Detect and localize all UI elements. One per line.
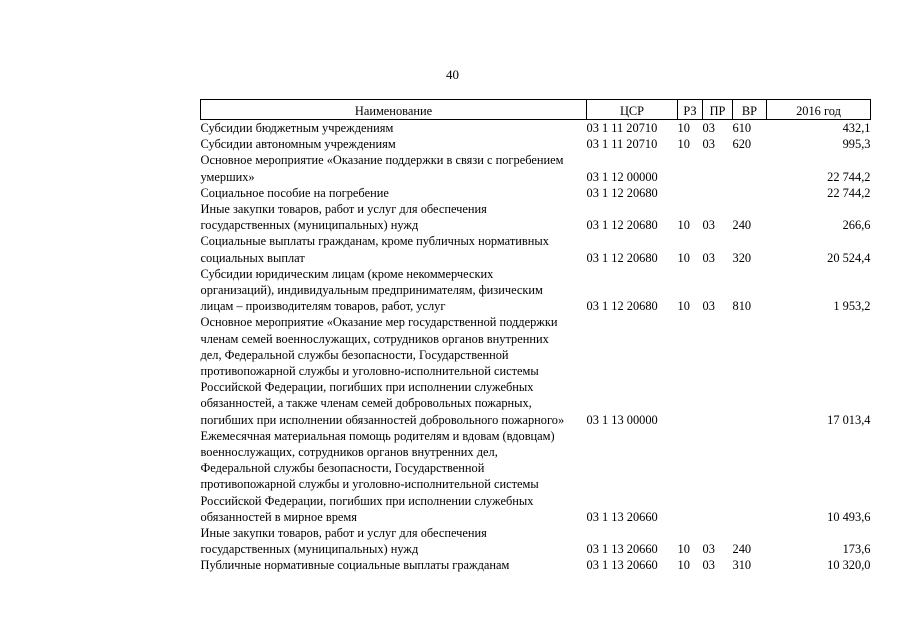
row-csr: 03 1 12 20680 [586,250,658,265]
row-name-line: Публичные нормативные социальные выплаты гражданам [200,558,510,573]
row-name [201,233,587,265]
table-row [201,201,871,233]
table-row [201,136,871,152]
row-name-line: обязанностей, а также членам семей добровольных пожарных, [200,396,532,411]
row-csr: 03 1 11 20710 [586,121,658,135]
row-name-line: умерших» [200,169,255,184]
row-amount: 995,3 [842,137,871,152]
table-row [201,525,871,557]
row-name-line: лицам – производителям товаров, работ, услуг [200,299,446,314]
row-name-line: членам семей военнослужащих, сотрудников органов внутренних [200,331,549,346]
row-rz: 10 [677,218,690,233]
table-header-row [201,100,871,120]
row-name [201,266,587,315]
row-name [201,314,587,427]
row-pr: 03 [702,542,715,557]
row-vr [733,185,767,201]
row-name-line: Российской Федерации, погибших при исполнении служебных [200,380,534,395]
table-row [201,185,871,201]
row-pr: 03 [702,250,715,265]
row-name [201,152,587,184]
row-vr: 240 [732,218,752,233]
row-vr: 810 [732,299,752,314]
row-name [201,557,587,573]
budget-table [200,99,871,574]
row-pr: 03 [702,299,715,314]
row-amount: 1 953,2 [833,299,871,314]
row-amount: 17 013,4 [827,412,871,427]
row-pr: 03 [702,137,715,152]
row-name-line: Российской Федерации, погибших при исполнении служебных [200,493,534,508]
row-rz [678,314,703,427]
row-name-line: Социальное пособие на погребение [200,185,389,200]
row-amount: 432,1 [842,121,871,135]
row-pr [703,314,733,427]
header-year: 2016 год [767,100,871,120]
row-name [201,120,587,137]
row-name-line: обязанностей в мирное время [200,509,357,524]
row-csr: 03 1 13 20660 [586,558,658,573]
row-name-line: погибших при исполнении обязанностей добровольного пожарного» [200,412,565,427]
row-name-line: социальных выплат [200,250,305,265]
row-name-line: Субсидии бюджетным учреждениям [200,121,394,135]
row-name-line: Иные закупки товаров, работ и услуг для обеспечения [200,526,487,541]
row-rz: 10 [677,542,690,557]
header-vr: ВР [733,100,767,120]
row-csr: 03 1 13 00000 [586,412,658,427]
row-rz [678,185,703,201]
header-pr: ПР [703,100,733,120]
row-csr: 03 1 11 20710 [586,137,658,152]
row-name-line: Субсидии юридическим лицам (кроме некоммерческих [200,266,494,281]
row-name [201,525,587,557]
row-rz [678,152,703,184]
row-rz: 10 [677,137,690,152]
header-rz: РЗ [678,100,703,120]
row-name-line: Основное мероприятие «Оказание поддержки в связи с погребением [200,153,564,168]
row-vr: 620 [732,137,752,152]
row-amount: 22 744,2 [827,169,871,184]
row-pr [703,152,733,184]
page-number: 40 [446,67,459,82]
row-name-line: государственных (муниципальных) нужд [200,542,419,557]
row-vr: 240 [732,542,752,557]
row-name-line: противопожарной службы и уголовно-исполнительной системы [200,477,539,492]
row-pr: 03 [702,558,715,573]
row-name-line: Основное мероприятие «Оказание мер государственной поддержки [200,315,558,330]
row-rz: 10 [677,250,690,265]
header-name: Наименование [201,100,587,120]
row-name-line: Иные закупки товаров, работ и услуг для обеспечения [200,202,487,217]
row-amount: 10 320,0 [827,558,871,573]
row-amount: 266,6 [842,218,871,233]
row-csr: 03 1 12 00000 [586,169,658,184]
row-amount: 22 744,2 [827,185,871,200]
row-pr: 03 [702,121,715,135]
row-vr [733,428,767,525]
row-csr: 03 1 12 20680 [586,185,658,200]
row-name-line: дел, Федеральной службы безопасности, Государственной [200,347,509,362]
row-vr: 610 [732,121,752,135]
row-amount: 173,6 [842,542,871,557]
table-row [201,314,871,427]
row-csr: 03 1 12 20680 [586,218,658,233]
row-rz [678,428,703,525]
table-row [201,557,871,573]
table-row [201,266,871,315]
table-row [201,428,871,525]
row-pr [703,185,733,201]
table-row [201,152,871,184]
row-csr: 03 1 12 20680 [586,299,658,314]
row-name-line: Федеральной службы безопасности, Государственной [200,461,485,476]
row-name-line: Ежемесячная материальная помощь родителям и вдовам (вдовцам) [200,428,555,443]
row-name-line: военнослужащих, сотрудников органов внутренних дел, [200,445,498,460]
row-name [201,428,587,525]
row-csr: 03 1 13 20660 [586,542,658,557]
row-csr: 03 1 13 20660 [586,509,658,524]
row-name-line: Социальные выплаты гражданам, кроме публичных нормативных [200,234,549,249]
row-pr [703,428,733,525]
table-row [201,233,871,265]
row-vr [733,152,767,184]
row-vr: 320 [732,250,752,265]
row-amount: 20 524,4 [827,250,871,265]
row-name [201,136,587,152]
row-rz: 10 [677,121,690,135]
row-name-line: государственных (муниципальных) нужд [200,218,419,233]
row-vr: 310 [732,558,752,573]
row-name-line: организаций), индивидуальным предпринимателям, физическим [200,283,543,298]
row-name-line: Субсидии автономным учреждениям [200,137,396,152]
row-vr [733,314,767,427]
row-rz: 10 [677,299,690,314]
row-pr: 03 [702,218,715,233]
row-name [201,185,587,201]
row-name-line: противопожарной службы и уголовно-исполнительной системы [200,364,539,379]
row-rz: 10 [677,558,690,573]
row-amount: 10 493,6 [827,509,871,524]
header-csr: ЦСР [587,100,678,120]
row-name [201,201,587,233]
table-body [201,120,871,574]
table-row [201,120,871,137]
